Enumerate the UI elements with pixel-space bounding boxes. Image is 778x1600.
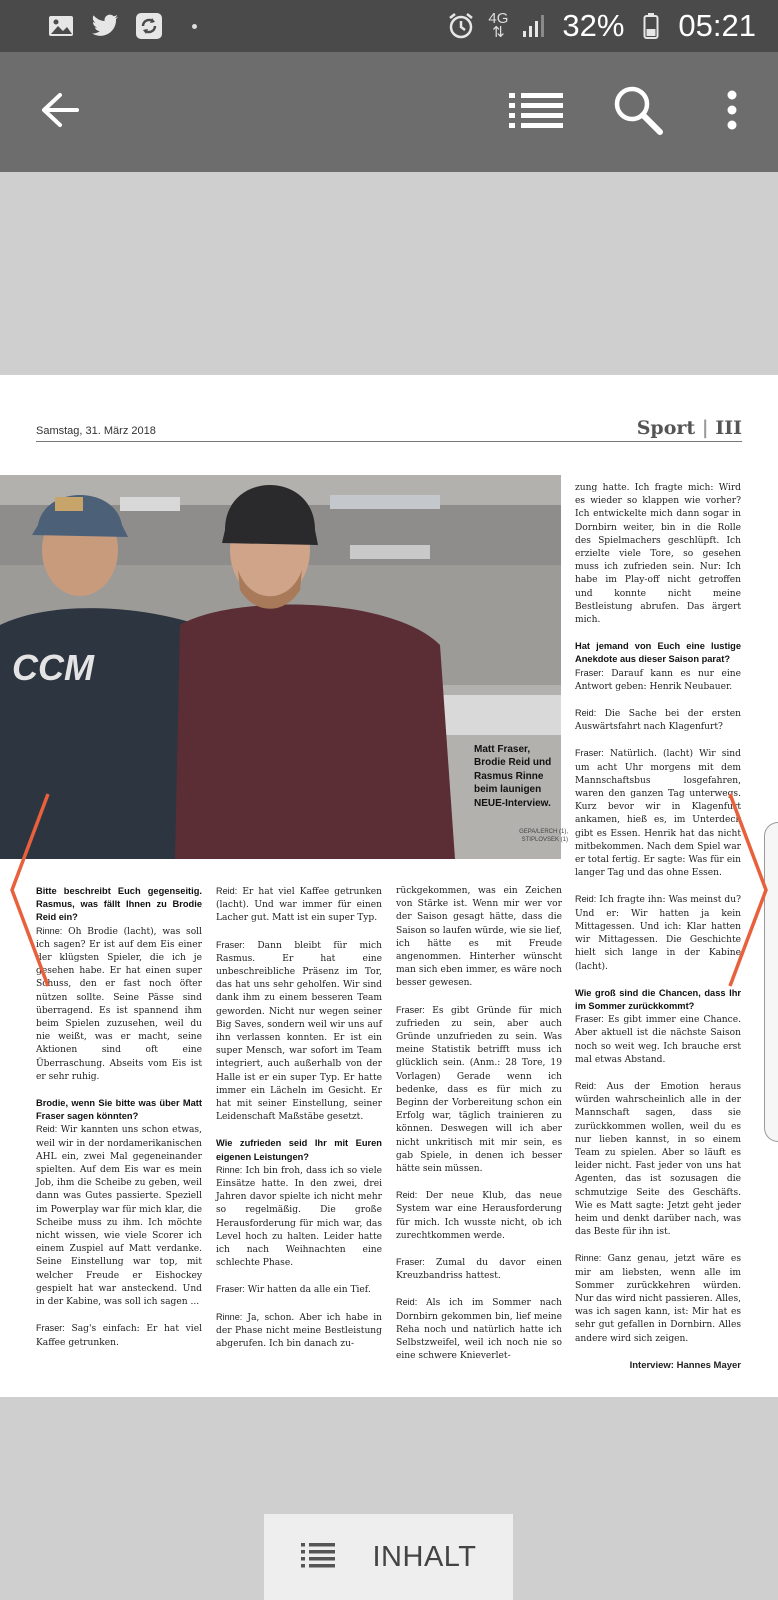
speaker-name: Reid: (575, 894, 597, 905)
network-type: 4G ⇅ (488, 10, 509, 41)
previous-page-button[interactable] (0, 790, 50, 990)
speaker-name: Fraser: (216, 1284, 245, 1295)
speaker-name: Rinne: (216, 1311, 243, 1322)
answer-text: Ich bin froh, dass ich so viele Einsätze hatte. In den zwei, drei Jahren davor spielte ich nicht mehr so regelmäßig. Die große Herausforderung für mich war, das Level hoch zu halten. Leider hatte ich nach Weihnachten eine schlechte Phase. (216, 1165, 382, 1269)
battery-icon (636, 11, 666, 41)
newspaper-page[interactable] (0, 375, 778, 1397)
interview-answer (575, 893, 741, 973)
twitter-icon (90, 11, 120, 41)
sync-app-icon (134, 11, 164, 41)
answer-text: Es gibt Gründe für mich zufrieden zu sein, aber auch Gründe unzufrieden zu sein. Was meine Statistik betrifft muss ich glücklich sein. (Anm.: 28 Tore, 19 Vorlagen) Gerade wenn ich bedenke, dass es für mich zu Beginn der Vorbereitung schon ein Erfolg war, täglich trainieren zu können. Deswegen will ich aber nicht unkritisch mit mir sein, es gab Spiele, in denen ich besser hätte sein müssen. (396, 1005, 562, 1175)
answer-text: Wir kannten uns schon etwas, weil wir in der nordamerikanischen AHL ein, zwei Mal gegeneinander spielten. Auf dem Eis war es mein Job, ihm die Scheibe zu geben, weil dann was Gutes passierte. Speziell im Powerplay war für mich klar, die Scheibe muss zu ihm. Ich möchte nicht wissen, wie viele Scorer ich einem Zuspiel auf Matt verdanke. Seine Einstellung war top, mit welcher Freude er Eishockey gespielt hat war ansteckend. Und in der Kabine, was soll ich sagen ... (36, 1125, 202, 1308)
interview-answer (36, 1123, 202, 1309)
inhalt-label: INHALT (372, 1540, 477, 1573)
interview-answer (396, 885, 562, 991)
interview-question: Hat jemand von Euch eine lustige Anekdote aus dieser Saison parat? (575, 641, 741, 665)
speaker-name: Fraser: (396, 1004, 425, 1015)
answer-text: Ja, schon. Aber ich habe in der Phase nicht meine Bestleistung abgerufen. Ich bin danach zu- (216, 1312, 382, 1350)
interview-question: Wie zufrieden seid Ihr mit Euren eigenen Leistungen? (216, 1138, 382, 1162)
interview-signature: Interview: Hannes Mayer (629, 1359, 741, 1371)
speaker-name: Fraser: (216, 939, 245, 950)
answer-text: Es gibt immer eine Chance. Aber aktuell ist die nächste Saison noch so weit weg. Ich brauche erst mal etwas Abstand. (575, 1015, 741, 1065)
more-vert-icon (726, 90, 738, 135)
interview-answer (396, 1004, 562, 1177)
gallery-icon (46, 11, 76, 41)
answer-text: Ich fragte ihn: Was meinst du? Und er: Wir hatten ja kein Mittagessen. Und ich: Klar hatten wir Mittagessen. Die Geschichte hielt sich lange in der Kabine (lacht). (575, 895, 741, 972)
answer-text: Wir hatten da alle ein Tief. (247, 1285, 371, 1296)
list-icon (301, 1542, 335, 1573)
answer-text: Ganz genau, jetzt wäre es mir am liebsten, wenn alle im Sommer zurückkehren würden. Nur das wird nicht passieren. Alles, was ich sagen kann, ist: Mir hat es sehr gut gefallen in Dornbirn. Alles andere wird sich zeigen. (575, 1254, 741, 1344)
notification-dot (192, 24, 197, 29)
answer-text: Die Sache bei der ersten Auswärtsfahrt nach Klagenfurt? (575, 709, 741, 733)
back-button[interactable] (28, 80, 92, 144)
section-name: Sport (636, 417, 696, 439)
app-toolbar (0, 52, 778, 172)
interview-answer (575, 707, 741, 734)
answer-text: Natürlich. (lacht) Wir sind um acht Uhr morgens mit dem Mannschaftsbus losgefahren, waren den ganzen Tag unterwegs. Kurz bevor wir in Klagenfurt ankamen, hieß es, im Unterdeck gibt es Essen. Henrik hat das nicht mitbekommen. Nach dem Spiel war er total fertig. Er sagte: Was für ein langer Tag und das ohne Essen. (575, 749, 741, 879)
inhalt-button[interactable] (264, 1514, 513, 1600)
next-page-button[interactable] (728, 790, 778, 990)
speaker-name: Rinne: (216, 1164, 243, 1175)
clock: 05:21 (678, 8, 756, 43)
back-arrow-icon (40, 92, 80, 133)
alarm-icon (446, 11, 476, 41)
speaker-name: Reid: (396, 1190, 418, 1201)
section-header: Sport | III (636, 417, 742, 439)
interview-answer (216, 939, 382, 1125)
answer-text: Darauf kann es nur eine Antwort geben: Henrik Neubauer. (575, 668, 741, 692)
speaker-name: Fraser: (575, 748, 604, 759)
interview-answer (575, 1013, 741, 1067)
speaker-name: Reid: (396, 1297, 418, 1308)
interview-answer (396, 1296, 562, 1363)
table-of-contents-button[interactable] (504, 80, 568, 144)
answer-text: Sag's einfach: Er hat viel Kaffee getrunken. (36, 1324, 202, 1348)
interview-answer (216, 1283, 382, 1297)
chevron-right-icon (728, 977, 778, 994)
article-column-4 (575, 482, 741, 1385)
search-button[interactable] (606, 80, 670, 144)
speaker-name: Fraser: (575, 667, 604, 678)
answer-text: Er hat viel Kaffee getrunken (lacht). Und war immer für einen Lacher gut. Matt ist ein super Typ. (216, 887, 382, 924)
interview-answer (216, 885, 382, 926)
speaker-name: Reid: (575, 1080, 597, 1091)
speaker-name: Reid: (575, 708, 597, 719)
signal-icon (520, 11, 550, 41)
article-column-3 (396, 885, 562, 1377)
interview-answer (216, 1311, 382, 1352)
interview-question: Wie groß sind die Chancen, dass Ihr im Sommer zurückkommt? (575, 987, 741, 1011)
answer-text: Dann bleibt für mich Rasmus. Er hat eine unbeschreibliche Präsenz im Tor, das hat uns sehr geholfen. Wir sind dank ihm zu einem besseren Team geworden. Nicht nur wegen seiner Big Saves, sondern weil wir uns auf ihn verlassen konnten. Er ist ein super Mensch, war sofort im Team integriert, auch außerhalb von der Halle ist er ein super Typ. Er hatte immer ein Lächeln im Gesicht. Er hat mit seiner Einstellung, seiner Leidenschaft Maßstäbe gesetzt. (216, 940, 382, 1123)
speaker-name: Rinne: (575, 1253, 602, 1264)
answer-text: zung hatte. Ich fragte mich: Wird es wieder so klappen wie vorher? Ich entwickelte mich dann sogar in Dornbirn weiter, bin in die Rolle des Spielmachers geschlüpft. Ich erzielte viele Tore, so gesehen muss ich zufrieden sein. Nur: Ich habe im Play-off nicht getroffen und konnte nicht meine Bestleistung abrufen. Das ärgert mich. (575, 483, 741, 626)
svg-text:CCM: CCM (12, 647, 94, 688)
answer-text: Aus der Emotion heraus würden wahrscheinlich alle in der Mannschaft sagen, dass sie zurückkommen wollen, weil du es nur lieben kannst, in so einem Team zu spielen. Aber so läuft es leider nicht. Fast jeder von uns hat Agenten, das ist sozusagen die schmutzige Seite des Geschäfts. Wie es Matt sagte: Jetzt geht jeder heim und denkt darüber nach, was das Beste für ihn ist. (575, 1081, 741, 1238)
interview-answer (575, 1252, 741, 1345)
interview-answer (575, 482, 741, 627)
speaker-name: Reid: (216, 886, 238, 896)
photo-caption: Matt Fraser, Brodie Reid und Rasmus Rinne beim launigen NEUE-Interview. (474, 744, 552, 809)
interview-answer (575, 667, 741, 694)
header-rule (36, 441, 742, 442)
answer-text: rückgekommen, was ein Zeichen von Stärke ist. Wenn mir wer vor der Saison gesagt hätte, dass die Saison so laufen würde, wie sie lief, ich hätte es mit Freude angenommen. Hinterher wünscht man sich eben immer, es wäre noch besser gewesen. (396, 886, 562, 989)
speaker-name: Rinne: (36, 925, 63, 936)
battery-percent: 32% (562, 8, 625, 43)
page-number: III (715, 417, 742, 439)
interview-answer (396, 1256, 562, 1283)
status-bar (0, 0, 778, 52)
answer-text: Zumal du davor einen Kreuzbandriss hattest. (396, 1258, 562, 1282)
article-column-1 (36, 885, 202, 1363)
interview-answer (36, 1322, 202, 1349)
interview-answer (575, 747, 741, 880)
interview-question: Bitte beschreibt Euch gegenseitig. Rasmus, was fällt Ihnen zu Brodie Reid ein? (36, 886, 202, 923)
search-icon (612, 84, 664, 141)
photo-credit: GEPA/LERCH (1), STIPLOVSEK (1) (519, 829, 568, 843)
interview-answer (36, 925, 202, 1084)
page-date: Samstag, 31. März 2018 (36, 425, 156, 437)
speaker-name: Fraser: (396, 1257, 425, 1268)
answer-text: Oh Brodie (lacht), was soll ich sagen? Er ist auf dem Eis einer der klügsten Spieler, die ich je gesehen habe. Er hat einen super Schuss, den er fast noch öfter nützen sollte. Seine Pässe sind überragend. Es ist spannend ihm beim Spielen zuzusehen, weil du nie weißt, was er macht, seine Aktionen sind oft eine Überraschung. Abseits vom Eis ist er sehr ruhig. (36, 926, 202, 1082)
more-options-button[interactable] (700, 80, 764, 144)
answer-text: Der neue Klub, das neue System war eine Herausforderung für mich. Ich wusste nicht, ob ich zurechtkommen werde. (396, 1191, 562, 1241)
interview-question: Brodie, wenn Sie bitte was über Matt Fraser sagen könnten? (36, 1098, 202, 1122)
article-column-2 (216, 885, 382, 1364)
chevron-left-icon (0, 977, 50, 994)
list-icon (507, 90, 565, 135)
interview-answer (216, 1164, 382, 1271)
speaker-name: Fraser: (36, 1323, 65, 1334)
speaker-name: Reid: (36, 1124, 58, 1135)
interview-answer (396, 1189, 562, 1243)
interview-answer (575, 1080, 741, 1239)
speaker-name: Fraser: (575, 1014, 604, 1025)
answer-text: Als ich im Sommer nach Dornbirn gekommen bin, lief meine Reha noch und natürlich hatte ich Selbstzweifel, weil ich noch nie so eine schwere Knieverlet- (396, 1298, 562, 1362)
